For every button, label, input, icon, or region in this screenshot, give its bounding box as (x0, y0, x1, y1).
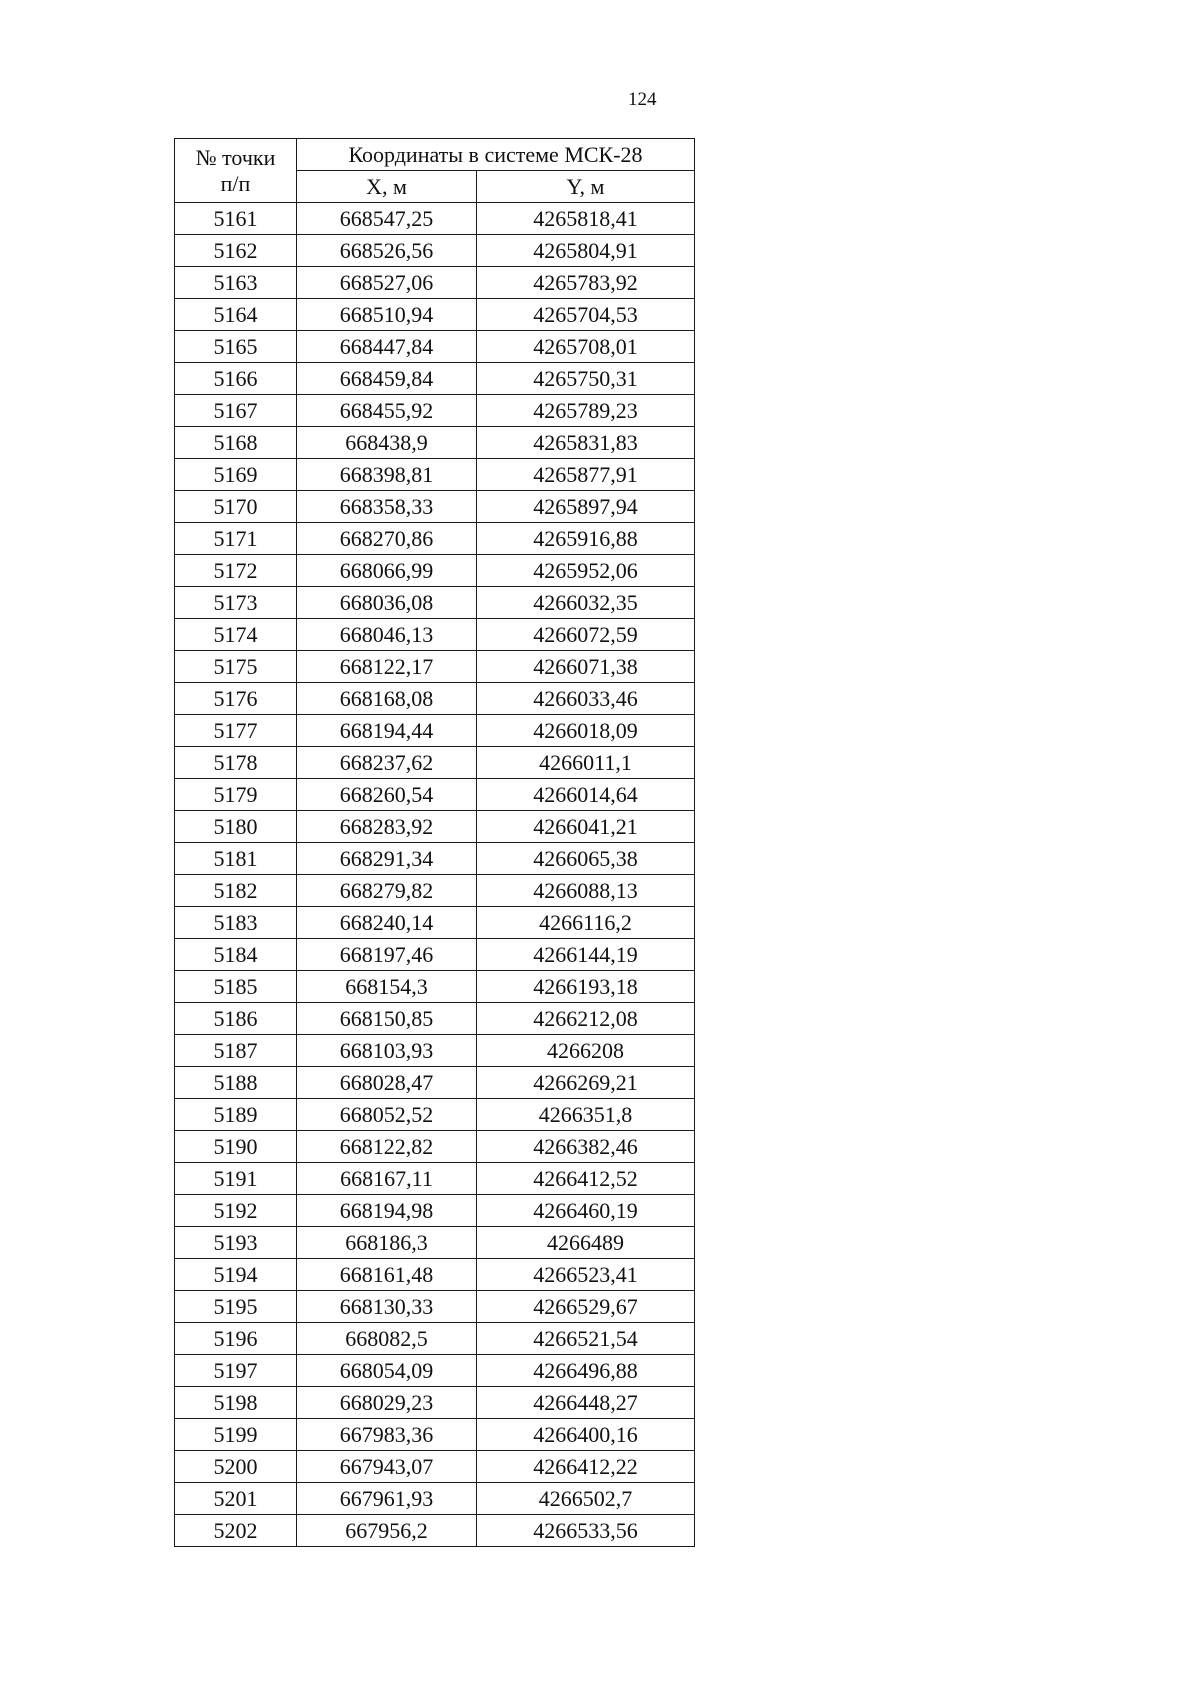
table-row (175, 1099, 695, 1131)
table-row (175, 1067, 695, 1099)
cell-x: 668052,52 (297, 1099, 477, 1131)
cell-point-number: 5166 (175, 363, 297, 395)
header-row-top (175, 139, 695, 171)
cell-point-number: 5190 (175, 1131, 297, 1163)
cell-y: 4266193,18 (477, 971, 695, 1003)
cell-x: 668194,98 (297, 1195, 477, 1227)
cell-point-number: 5167 (175, 395, 297, 427)
cell-x: 668082,5 (297, 1323, 477, 1355)
table-row (175, 875, 695, 907)
cell-y: 4266144,19 (477, 939, 695, 971)
cell-y: 4265818,41 (477, 203, 695, 235)
table-row (175, 491, 695, 523)
cell-x: 668279,82 (297, 875, 477, 907)
table-row (175, 1323, 695, 1355)
cell-x: 668167,11 (297, 1163, 477, 1195)
cell-x: 668358,33 (297, 491, 477, 523)
cell-y: 4266529,67 (477, 1291, 695, 1323)
cell-point-number: 5200 (175, 1451, 297, 1483)
cell-point-number: 5199 (175, 1419, 297, 1451)
cell-x: 667943,07 (297, 1451, 477, 1483)
cell-y: 4266032,35 (477, 587, 695, 619)
header-point-number (175, 139, 297, 203)
header-point-number-line2: п/п (220, 170, 251, 196)
cell-x: 668526,56 (297, 235, 477, 267)
cell-x: 668283,92 (297, 811, 477, 843)
table-row (175, 907, 695, 939)
table-row (175, 1355, 695, 1387)
table-row (175, 747, 695, 779)
cell-y: 4266523,41 (477, 1259, 695, 1291)
cell-point-number: 5170 (175, 491, 297, 523)
cell-point-number: 5182 (175, 875, 297, 907)
cell-x: 668154,3 (297, 971, 477, 1003)
table-row (175, 971, 695, 1003)
cell-x: 668197,46 (297, 939, 477, 971)
cell-point-number: 5168 (175, 427, 297, 459)
table-row (175, 811, 695, 843)
cell-x: 668186,3 (297, 1227, 477, 1259)
table-row (175, 331, 695, 363)
table-row (175, 523, 695, 555)
table-row (175, 715, 695, 747)
cell-y: 4266496,88 (477, 1355, 695, 1387)
cell-y: 4265750,31 (477, 363, 695, 395)
cell-x: 667983,36 (297, 1419, 477, 1451)
table-row (175, 939, 695, 971)
cell-x: 668161,48 (297, 1259, 477, 1291)
cell-y: 4265952,06 (477, 555, 695, 587)
cell-y: 4266533,56 (477, 1515, 695, 1547)
cell-y: 4266011,1 (477, 747, 695, 779)
table-row (175, 1451, 695, 1483)
cell-x: 668036,08 (297, 587, 477, 619)
cell-point-number: 5187 (175, 1035, 297, 1067)
cell-y: 4266014,64 (477, 779, 695, 811)
cell-y: 4266041,21 (477, 811, 695, 843)
table-row (175, 1035, 695, 1067)
cell-x: 668547,25 (297, 203, 477, 235)
cell-x: 668240,14 (297, 907, 477, 939)
cell-y: 4266448,27 (477, 1387, 695, 1419)
header-x: X, м (297, 171, 477, 203)
cell-x: 667956,2 (297, 1515, 477, 1547)
cell-y: 4266072,59 (477, 619, 695, 651)
cell-y: 4266212,08 (477, 1003, 695, 1035)
cell-y: 4266065,38 (477, 843, 695, 875)
cell-x: 668130,33 (297, 1291, 477, 1323)
cell-point-number: 5161 (175, 203, 297, 235)
cell-y: 4266269,21 (477, 1067, 695, 1099)
table-row (175, 587, 695, 619)
cell-x: 668291,34 (297, 843, 477, 875)
cell-y: 4266489 (477, 1227, 695, 1259)
cell-y: 4265897,94 (477, 491, 695, 523)
cell-point-number: 5162 (175, 235, 297, 267)
cell-y: 4266116,2 (477, 907, 695, 939)
cell-y: 4266412,52 (477, 1163, 695, 1195)
header-coordinate-system: Координаты в системе МСК-28 (297, 139, 695, 171)
cell-point-number: 5186 (175, 1003, 297, 1035)
header-y: Y, м (477, 171, 695, 203)
table-row (175, 555, 695, 587)
cell-y: 4266412,22 (477, 1451, 695, 1483)
table-row (175, 779, 695, 811)
cell-x: 668054,09 (297, 1355, 477, 1387)
cell-point-number: 5175 (175, 651, 297, 683)
cell-y: 4265708,01 (477, 331, 695, 363)
cell-y: 4266033,46 (477, 683, 695, 715)
cell-point-number: 5176 (175, 683, 297, 715)
cell-point-number: 5195 (175, 1291, 297, 1323)
cell-point-number: 5163 (175, 267, 297, 299)
cell-y: 4265877,91 (477, 459, 695, 491)
cell-x: 668066,99 (297, 555, 477, 587)
cell-y: 4265704,53 (477, 299, 695, 331)
cell-y: 4265804,91 (477, 235, 695, 267)
table-row (175, 1483, 695, 1515)
cell-point-number: 5197 (175, 1355, 297, 1387)
cell-y: 4266351,8 (477, 1099, 695, 1131)
cell-point-number: 5179 (175, 779, 297, 811)
cell-y: 4266208 (477, 1035, 695, 1067)
table-row (175, 619, 695, 651)
cell-y: 4265916,88 (477, 523, 695, 555)
table-row (175, 1291, 695, 1323)
cell-point-number: 5198 (175, 1387, 297, 1419)
cell-x: 668150,85 (297, 1003, 477, 1035)
table-row (175, 427, 695, 459)
cell-x: 668122,82 (297, 1131, 477, 1163)
cell-y: 4266018,09 (477, 715, 695, 747)
cell-x: 668510,94 (297, 299, 477, 331)
table-row (175, 459, 695, 491)
cell-y: 4266502,7 (477, 1483, 695, 1515)
cell-point-number: 5183 (175, 907, 297, 939)
table-row (175, 1131, 695, 1163)
cell-point-number: 5184 (175, 939, 297, 971)
cell-point-number: 5172 (175, 555, 297, 587)
page-number: 124 (628, 89, 657, 110)
table-row (175, 1387, 695, 1419)
cell-point-number: 5165 (175, 331, 297, 363)
cell-point-number: 5177 (175, 715, 297, 747)
cell-point-number: 5193 (175, 1227, 297, 1259)
table-row (175, 683, 695, 715)
cell-point-number: 5202 (175, 1515, 297, 1547)
table-row (175, 395, 695, 427)
cell-y: 4265789,23 (477, 395, 695, 427)
cell-point-number: 5189 (175, 1099, 297, 1131)
cell-point-number: 5188 (175, 1067, 297, 1099)
table-row (175, 1163, 695, 1195)
cell-x: 668459,84 (297, 363, 477, 395)
cell-point-number: 5164 (175, 299, 297, 331)
table-row (175, 363, 695, 395)
cell-x: 668029,23 (297, 1387, 477, 1419)
cell-x: 668260,54 (297, 779, 477, 811)
cell-x: 668028,47 (297, 1067, 477, 1099)
header-point-number-line1: № точки (195, 144, 276, 170)
table-row (175, 1003, 695, 1035)
cell-point-number: 5180 (175, 811, 297, 843)
cell-point-number: 5178 (175, 747, 297, 779)
table-row (175, 1259, 695, 1291)
cell-x: 667961,93 (297, 1483, 477, 1515)
cell-x: 668398,81 (297, 459, 477, 491)
table-row (175, 843, 695, 875)
cell-x: 668194,44 (297, 715, 477, 747)
table-row (175, 1515, 695, 1547)
cell-point-number: 5171 (175, 523, 297, 555)
cell-point-number: 5185 (175, 971, 297, 1003)
cell-x: 668122,17 (297, 651, 477, 683)
cell-point-number: 5196 (175, 1323, 297, 1355)
cell-x: 668168,08 (297, 683, 477, 715)
cell-point-number: 5174 (175, 619, 297, 651)
cell-y: 4265831,83 (477, 427, 695, 459)
cell-point-number: 5194 (175, 1259, 297, 1291)
table-body (175, 203, 695, 1547)
cell-y: 4266088,13 (477, 875, 695, 907)
table-row (175, 1227, 695, 1259)
cell-y: 4266521,54 (477, 1323, 695, 1355)
cell-point-number: 5192 (175, 1195, 297, 1227)
cell-x: 668270,86 (297, 523, 477, 555)
cell-x: 668438,9 (297, 427, 477, 459)
cell-x: 668103,93 (297, 1035, 477, 1067)
cell-x: 668455,92 (297, 395, 477, 427)
table-row (175, 651, 695, 683)
table-row (175, 299, 695, 331)
cell-point-number: 5169 (175, 459, 297, 491)
cell-point-number: 5173 (175, 587, 297, 619)
cell-point-number: 5191 (175, 1163, 297, 1195)
cell-x: 668046,13 (297, 619, 477, 651)
cell-x: 668237,62 (297, 747, 477, 779)
cell-y: 4266382,46 (477, 1131, 695, 1163)
cell-point-number: 5201 (175, 1483, 297, 1515)
cell-y: 4266400,16 (477, 1419, 695, 1451)
table-row (175, 267, 695, 299)
table-row (175, 1195, 695, 1227)
table-row (175, 203, 695, 235)
cell-point-number: 5181 (175, 843, 297, 875)
table-row (175, 235, 695, 267)
cell-y: 4265783,92 (477, 267, 695, 299)
cell-x: 668447,84 (297, 331, 477, 363)
cell-x: 668527,06 (297, 267, 477, 299)
table-row (175, 1419, 695, 1451)
cell-y: 4266460,19 (477, 1195, 695, 1227)
coordinates-table (174, 138, 695, 1547)
cell-y: 4266071,38 (477, 651, 695, 683)
